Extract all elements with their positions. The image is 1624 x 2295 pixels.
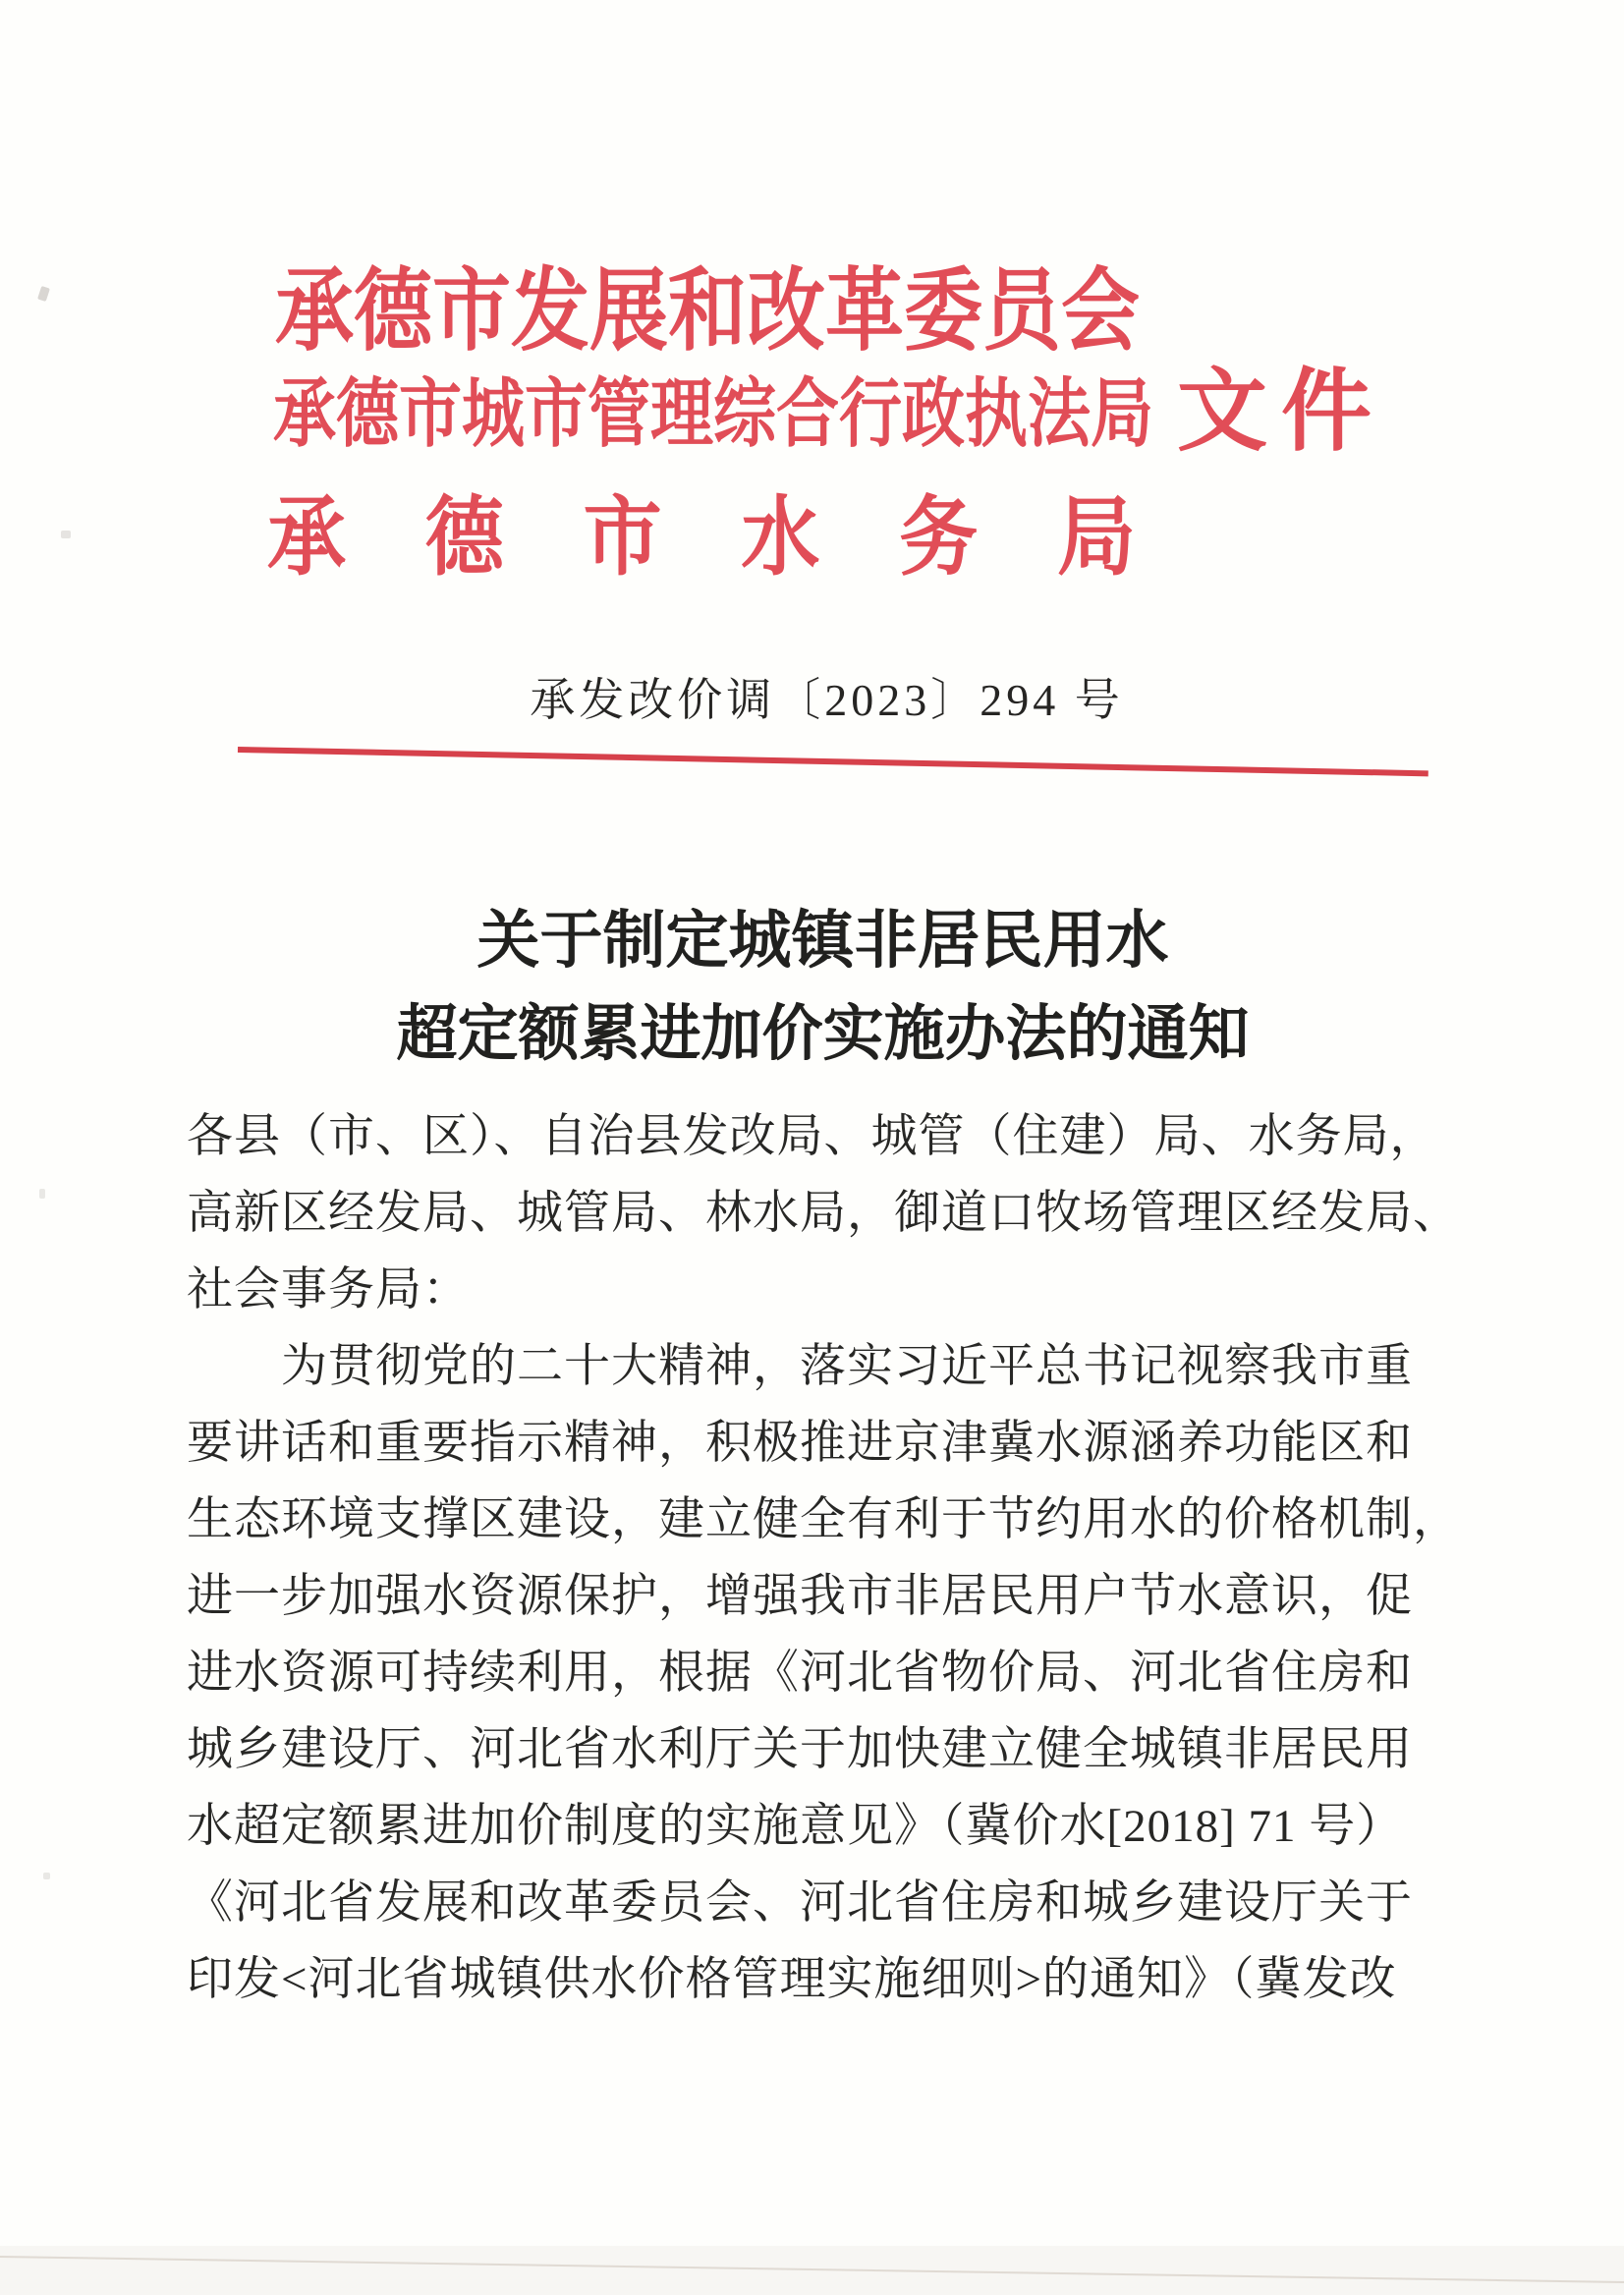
body-line: 城乡建设厅、河北省水利厅关于加快建立健全城镇非居民用 [187,1724,1413,1775]
document-type-label: 文件 [1177,362,1386,462]
body-line: 要讲话和重要指示精神，积极推进京津冀水源涵养功能区和 [187,1418,1413,1469]
document-title-line2: 超定额累进加价实施办法的通知 [396,1001,1250,1068]
body-line: 各县（市、区）、自治县发改局、城管（住建）局、水务局， [187,1111,1437,1162]
agency-line3-char: 局 [1056,491,1136,587]
scan-artifact [39,1189,45,1199]
agency-line3-char: 水 [741,491,820,587]
body-line: 《河北省发展和改革委员会、河北省住房和城乡建设厅关于 [187,1877,1413,1929]
body-line: 为贯彻党的二十大精神，落实习近平总书记视察我市重 [281,1341,1413,1392]
agency-name-line1: 承德市发展和改革委员会 [275,262,1140,363]
red-separator-rule [238,747,1428,776]
body-line: 高新区经发局、城管局、林水局，御道口牧场管理区经发局、 [187,1188,1460,1239]
document-number: 承发改价调〔2023〕294 号 [530,675,1124,725]
scan-artifact [43,1873,50,1879]
body-line: 进水资源可持续利用，根据《河北省物价局、河北省住房和 [187,1648,1413,1699]
agency-line3-char: 德 [424,491,504,587]
document-body [187,1098,1460,2018]
scan-artifact [61,531,71,538]
agency-line3-char: 务 [899,491,979,587]
agency-name-line2: 承德市城市管理综合行政执法局 [273,372,1153,457]
body-line: 进一步加强水资源保护，增强我市非居民用户节水意识，促 [187,1571,1413,1622]
body-line: 水超定额累进加价制度的实施意见》（冀价水[2018] 71 号） [187,1801,1404,1852]
scan-page-edge [0,2246,1624,2295]
body-line: 生态环境支撑区建设，建立健全有利于节约用水的价格机制， [187,1494,1460,1545]
body-line: 印发<河北省城镇供水价格管理实施细则>的通知》（冀发改 [187,1954,1397,2005]
agency-name-line3 [267,468,1136,592]
document-title-line1: 关于制定城镇非居民用水 [476,906,1169,976]
scan-artifact [37,286,50,302]
agency-line3-char: 承 [267,491,346,587]
agency-line3-char: 市 [583,491,662,587]
body-line: 社会事务局： [187,1264,470,1315]
